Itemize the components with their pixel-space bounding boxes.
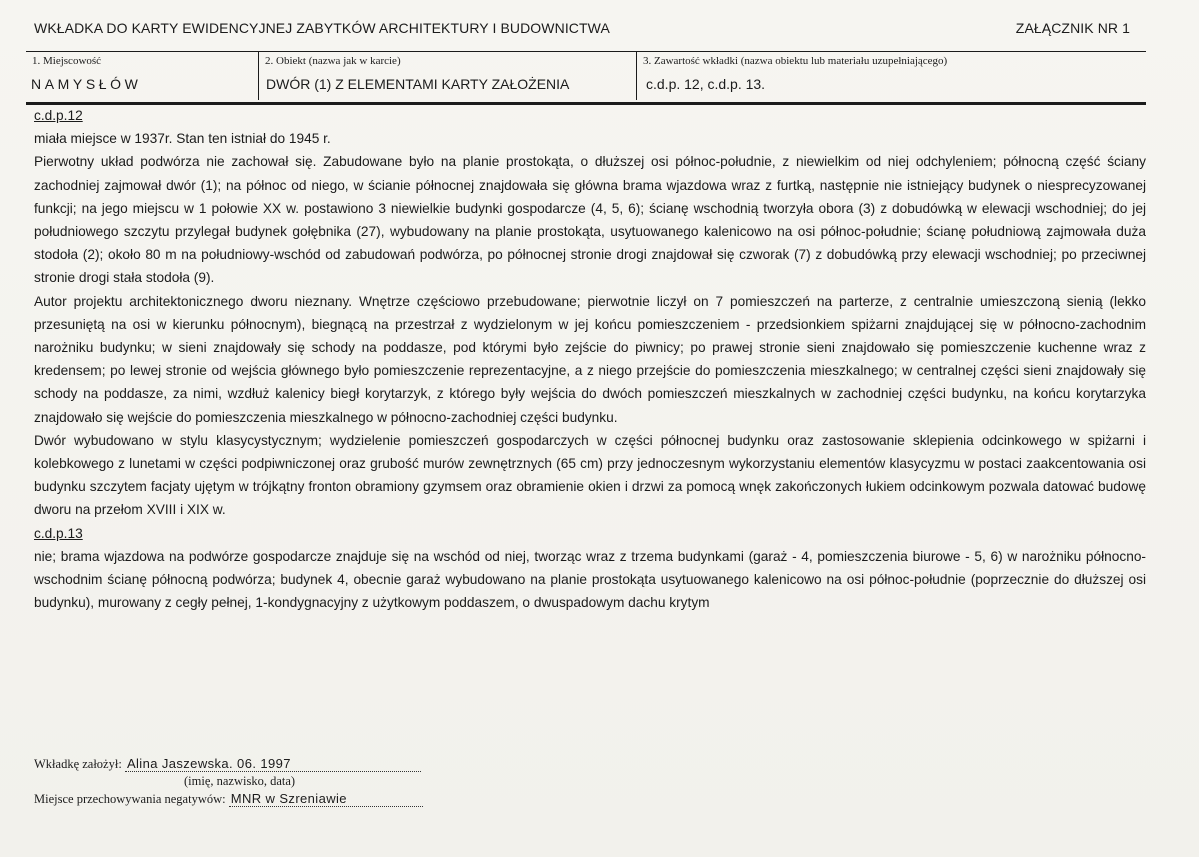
- negatives-value: MNR w Szreniawie: [229, 791, 423, 807]
- section-heading-cdp13: c.d.p.13: [34, 525, 83, 541]
- author-label: Wkładkę założył:: [34, 757, 122, 771]
- locality-cell: [26, 52, 259, 100]
- annex-label: ZAŁĄCZNIK NR 1: [1015, 20, 1130, 36]
- content-cell: [636, 52, 1146, 100]
- header-fields-table: [26, 51, 1146, 105]
- locality-label: 1. Miejscowość: [32, 55, 102, 67]
- section-heading-cdp12: c.d.p.12: [34, 108, 83, 123]
- object-cell: [258, 52, 637, 100]
- document-body: [34, 104, 1146, 614]
- author-line: [34, 756, 534, 774]
- author-hint-line: [34, 774, 534, 791]
- paragraph-cdp12-1: miała miejsce w 1937r. Stan ten istniał do 1945 r.: [34, 131, 331, 147]
- paragraph-cdp12-2: Pierwotny układ podwórza nie zachował się. Zabudowane było na planie prostokąta, o dłuższej osi północ-południe, z niewielkim od niej odchyleniem; północną część ściany zachodniej zajmował dwór (1); na północ od niego, w ścianie północnej znajdowała się główna brama wjazdowa wraz z furtką, następnie nie istniejący budynek o niesprecyzowanej funkcji; na jego miejscu w 1 połowie XX w. postawiono 3 niewielkie budynki gospodarcze (4, 5, 6); ścianę wschodnią tworzyła obora (3) z dobudówką w elewacji wschodniej; do jej południowego szczytu przylegał budynek gołębnika (27), wybudowany na planie prostokąta, usytuowanego kalenicowo na osi północ-południe; ścianę południową zajmowała duża stodoła (2); około 80 m na południowy-wschód od zabudowań podwórza, po północnej stronie drogi znajdował się czworak (7) z dobudówką przy elewacji wschodniej; po przeciwnej stronie drogi stała stodoła (9).: [34, 154, 1146, 286]
- document-footer: [34, 756, 534, 809]
- negatives-label: Miejsce przechowywania negatywów:: [34, 792, 226, 806]
- content-value: c.d.p. 12, c.d.p. 13.: [646, 76, 766, 92]
- paragraph-cdp13-1: nie; brama wjazdowa na podwórze gospodarcze znajduje się na wschód od niej, tworząc wraz z trzema budynkami (garaż - 4, pomieszczenia biurowe - 5, 6) w narożniku północno-wschodnim ścianę północną podwórza; budynek 4, obecnie garaż wybudowano na planie prostokąta usytuowanego kalenicowo na osi północ-południe (poprzecznie do dłuższej osi budynku), murowany z cegły pełnej, 1-kondygnacyjny z użytkowym poddaszem, o dwuspadowym dachu krytym: [34, 548, 1146, 611]
- document-title: WKŁADKA DO KARTY EWIDENCYJNEJ ZABYTKÓW ARCHITEKTURY I BUDOWNICTWA: [34, 20, 610, 36]
- document-header: [34, 20, 1130, 40]
- author-hint: (imię, nazwisko, data): [184, 774, 296, 788]
- paragraph-cdp12-4: Dwór wybudowano w stylu klasycystycznym; wydzielenie pomieszczeń gospodarczych w części północnej budynku oraz zastosowanie sklepienia odcinkowego w spiżarni i kolebkowego z lunetami w części podpiwniczonej oraz grubość murów zewnętrznych (65 cm) przy jednoczesnym wykorzystaniu elementów klasycyzmu w postaci zaakcentowania osi budynku szczytem facjaty ujętym w trójkątny fronton obramiony gzymsem oraz obramienie okien i drzwi za pomocą wnęk zakończonych łukiem odcinkowym pozwala datować budowę dworu na przełom XVIII i XIX w.: [34, 432, 1146, 518]
- paragraph-cdp12-3: Autor projektu architektonicznego dworu nieznany. Wnętrze częściowo przebudowane; pierwotnie liczył on 7 pomieszczeń na parterze, z centralnie umieszczoną sienią (lekko przesuniętą na osi w kierunku północnym), biegnącą na przestrzał z wydzielonym w jej końcu pomieszczeniem - przedsionkiem spiżarni znajdującej się w północno-zachodnim narożniku budynku; w sieni znajdowały się schody na poddasze, pod którymi było zejście do piwnicy; po prawej stronie sieni znajdowało się pomieszczenie kuchenne wraz z kredensem; po lewej stronie od wejścia głównego było pomieszczenie reprezentacyjne, a z niego przejście do pomieszczenia mieszkalnego; w centralnej części sieni znajdowały się schody na poddasze, za nimi, wzdłuż kalenicy biegł korytarzyk, z którego były wejścia do dwóch pomieszczeń mieszkalnych w zachodniej części budynku, na końcu korytarzyka znajdowało się wejście do pomieszczenia mieszkalnego w północno-zachodniej części budynku.: [34, 293, 1146, 425]
- negatives-line: [34, 791, 534, 809]
- object-value: DWÓR (1) Z ELEMENTAMI KARTY ZAŁOŻENIA: [266, 76, 570, 92]
- object-label: 2. Obiekt (nazwa jak w karcie): [265, 55, 401, 67]
- locality-value: NAMYSŁÓW: [31, 76, 142, 92]
- content-label: 3. Zawartość wkładki (nazwa obiektu lub materiału uzupełniającego): [643, 55, 948, 67]
- author-value: Alina Jaszewska. 06. 1997: [125, 756, 421, 772]
